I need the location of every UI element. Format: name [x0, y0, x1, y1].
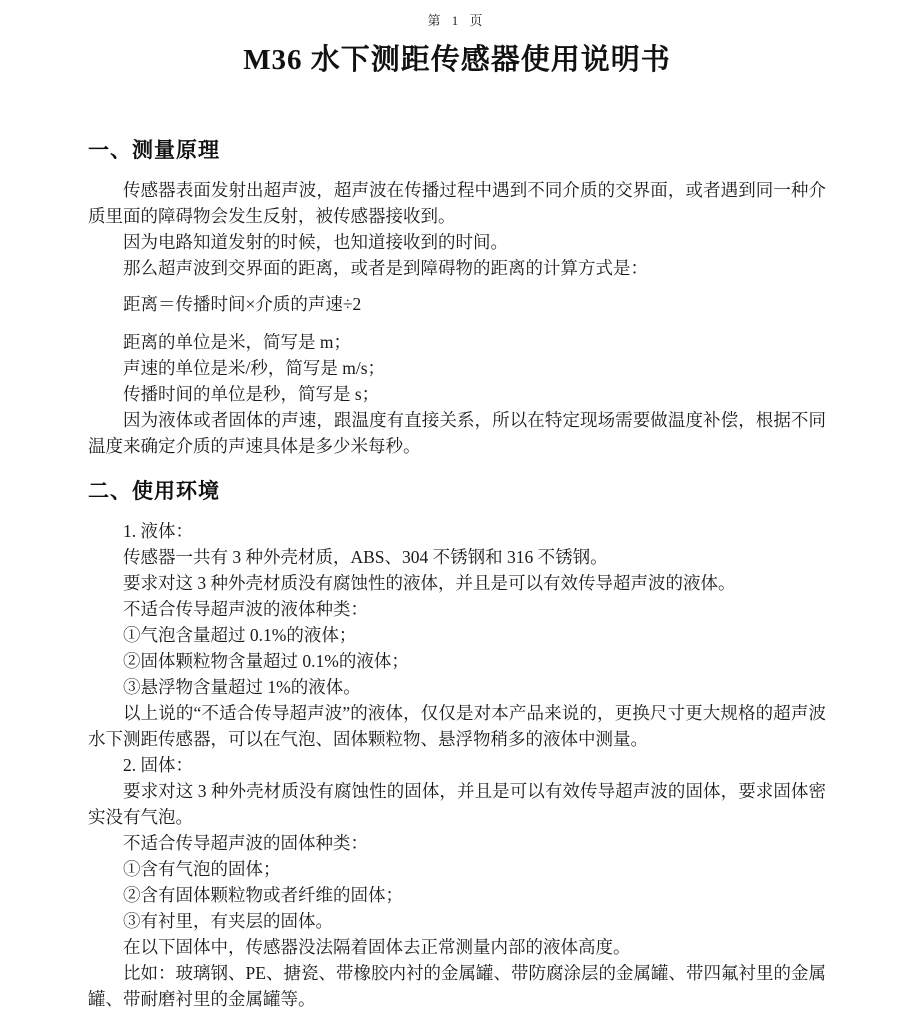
section-heading-measurement-principle: 一、测量原理 [88, 138, 220, 162]
paragraph: 那么超声波到交界面的距离，或者是到障碍物的距离的计算方式是： [123, 258, 648, 278]
paragraph: 要求对这 3 种外壳材质没有腐蚀性的液体，并且是可以有效传导超声波的液体。 [123, 573, 736, 593]
paragraph: 以上说的“不适合传导超声波”的液体，仅仅是对本产品来说的，更换尺寸更大规格的超声波水下测距传感器，可以在气泡、固体颗粒物、悬浮物稍多的液体中测量。 [88, 703, 826, 749]
subsection-solid-heading: 2. 固体： [123, 755, 193, 775]
paragraph: 不适合传导超声波的液体种类： [123, 599, 368, 619]
list-item-liquid-1: ①气泡含量超过 0.1%的液体； [123, 625, 357, 645]
unit-line-distance: 距离的单位是米，简写是 m； [123, 332, 351, 352]
distance-formula: 距离＝传播时间×介质的声速÷2 [123, 294, 362, 314]
unit-line-time: 传播时间的单位是秒，简写是 s； [123, 384, 380, 404]
paragraph: 因为电路知道发射的时候，也知道接收到的时间。 [123, 232, 508, 252]
list-item-liquid-2: ②固体颗粒物含量超过 0.1%的液体； [123, 651, 409, 671]
paragraph: 在以下固体中，传感器没法隔着固体去正常测量内部的液体高度。 [123, 937, 631, 957]
list-item-liquid-3: ③悬浮物含量超过 1%的液体。 [123, 677, 361, 697]
list-item-solid-1: ①含有气泡的固体； [123, 859, 281, 879]
section-usage-environment [88, 475, 826, 1012]
list-item-solid-3: ③有衬里，有夹层的固体。 [123, 911, 333, 931]
paragraph: 不适合传导超声波的固体种类： [123, 833, 368, 853]
paragraph: 传感器一共有 3 种外壳材质，ABS、304 不锈钢和 316 不锈钢。 [123, 547, 608, 567]
paragraph: 传感器表面发射出超声波，超声波在传播过程中遇到不同介质的交界面，或者遇到同一种介质里面的障碍物会发生反射，被传感器接收到。 [88, 180, 826, 226]
paragraph: 因为液体或者固体的声速，跟温度有直接关系，所以在特定现场需要做温度补偿，根据不同温度来确定介质的声速具体是多少米每秒。 [88, 410, 826, 456]
section-heading-usage-environment: 二、使用环境 [88, 479, 220, 503]
page-title: M36 水下测距传感器使用说明书 [243, 44, 671, 76]
unit-line-sound-speed: 声速的单位是米/秒，简写是 m/s； [123, 358, 386, 378]
page-number: 第 1 页 [427, 13, 487, 28]
paragraph: 比如：玻璃钢、PE、搪瓷、带橡胶内衬的金属罐、带防腐涂层的金属罐、带四氟衬里的金属罐、带耐磨衬里的金属罐等。 [88, 963, 826, 1009]
section-measurement-principle [88, 134, 826, 459]
subsection-liquid-heading: 1. 液体： [123, 521, 193, 541]
paragraph: 要求对这 3 种外壳材质没有腐蚀性的固体，并且是可以有效传导超声波的固体，要求固体密实没有气泡。 [88, 781, 826, 827]
list-item-solid-2: ②含有固体颗粒物或者纤维的固体； [123, 885, 403, 905]
